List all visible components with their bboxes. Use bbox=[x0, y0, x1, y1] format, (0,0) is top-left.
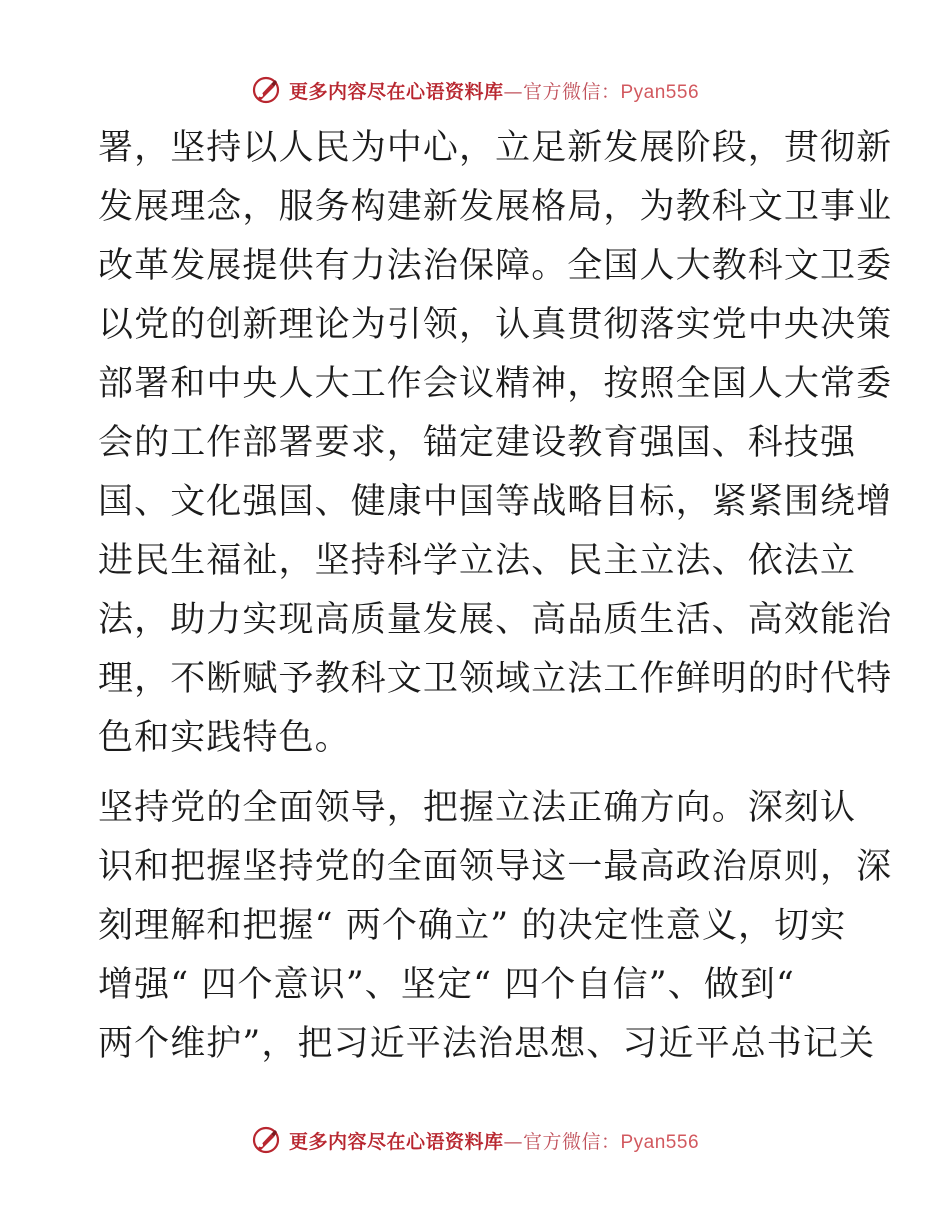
body-line: 刻理解和把握“ 两个确立” 的决定性意义，切实 bbox=[98, 906, 847, 946]
watermark-brand: 更多内容尽在心语资料库 bbox=[288, 1130, 504, 1153]
body-line: 识和把握坚持党的全面领导这一最高政治原则，深 bbox=[98, 847, 893, 887]
watermark-contact-id: Pyan556 bbox=[620, 81, 700, 103]
body-line: 法，助力实现高质量发展、高品质生活、高效能治 bbox=[98, 600, 893, 640]
body-line: 国、文化强国、健康中国等战略目标，紧紧围绕增 bbox=[98, 482, 893, 522]
body-line: 两个维护”，把习近平法治思想、习近平总书记关 bbox=[98, 1024, 876, 1064]
watermark-contact-id: Pyan556 bbox=[620, 1131, 700, 1153]
watermark-contact-label: 官方微信： bbox=[522, 1130, 621, 1153]
brush-logo-icon bbox=[251, 75, 281, 105]
watermark-dash: — bbox=[503, 1130, 523, 1153]
body-line: 增强“ 四个意识”、坚定“ 四个自信”、做到“ bbox=[98, 965, 796, 1005]
body-line: 署，坚持以人民为中心，立足新发展阶段，贯彻新 bbox=[98, 128, 893, 168]
paragraph-heading-line: 坚持党的全面领导，把握立法正确方向。深刻认 bbox=[98, 788, 857, 828]
body-line: 理，不断赋予教科文卫领域立法工作鲜明的时代特 bbox=[98, 659, 893, 699]
body-line: 会的工作部署要求，锚定建设教育强国、科技强 bbox=[98, 423, 857, 463]
watermark-header bbox=[0, 70, 950, 110]
body-line: 发展理念，服务构建新发展格局，为教科文卫事业 bbox=[98, 187, 893, 227]
watermark-footer bbox=[0, 1120, 950, 1160]
brush-logo-icon bbox=[251, 1125, 281, 1155]
watermark-contact-label: 官方微信： bbox=[522, 80, 621, 103]
body-line: 色和实践特色。 bbox=[98, 718, 351, 758]
watermark-text bbox=[289, 1127, 699, 1154]
watermark-dash: — bbox=[503, 80, 523, 103]
watermark-brand: 更多内容尽在心语资料库 bbox=[288, 80, 504, 103]
body-line: 改革发展提供有力法治保障。全国人大教科文卫委 bbox=[98, 246, 893, 286]
body-line: 部署和中央人大工作会议精神，按照全国人大常委 bbox=[98, 364, 893, 404]
body-line: 进民生福祉，坚持科学立法、民主立法、依法立 bbox=[98, 541, 857, 581]
body-line: 以党的创新理论为引领，认真贯彻落实党中央决策 bbox=[98, 305, 893, 345]
watermark-text bbox=[289, 77, 699, 104]
